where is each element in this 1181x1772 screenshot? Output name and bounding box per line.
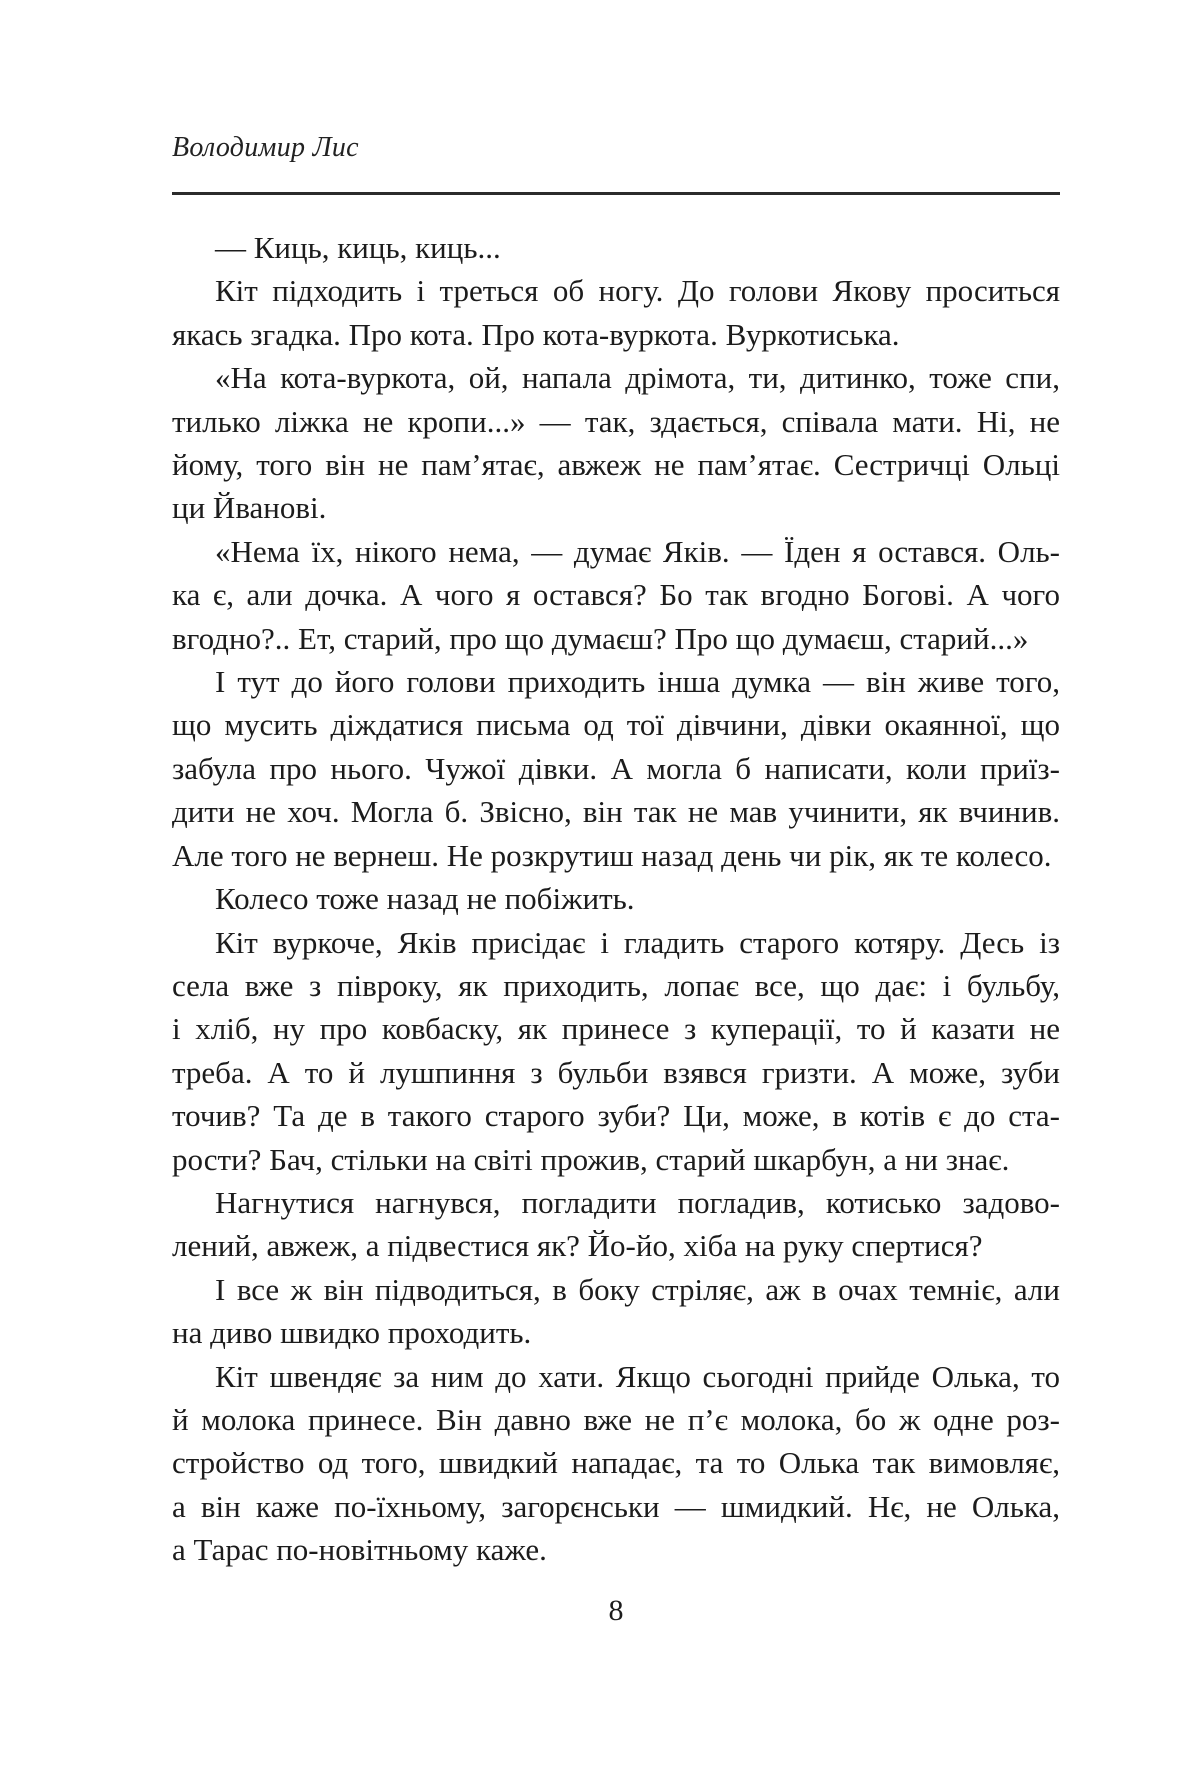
text-line: села вже з півроку, як приходить, лопає все, що дає: і бульбу,	[172, 967, 1060, 1003]
text-line: Колесо тоже назад не побіжить.	[215, 881, 635, 917]
text-line: Нагнутися нагнувся, погладити погладив, котисько задово-	[215, 1184, 1060, 1220]
text-line: треба. А то й лушпиння з бульби взявся гризти. А може, зуби	[172, 1054, 1060, 1090]
text-line: «На кота-вуркота, ой, напала дрімота, ти, дитинко, тоже спи,	[215, 360, 1060, 396]
text-line: а він каже по-їхньому, загорєнськи — шмидкий. Нє, не Олька,	[172, 1488, 1060, 1524]
paragraph	[172, 356, 1060, 530]
text-line: вгодно?.. Ет, старий, про що думаєш? Про що думаєш, старий...»	[172, 620, 1029, 656]
text-line: І все ж він підводиться, в боку стріляє, аж в очах темніє, али	[215, 1271, 1060, 1307]
text-line: на диво швидко проходить.	[172, 1315, 532, 1351]
text-line: рости? Бач, стільки на світі прожив, старий шкарбун, а ни знає.	[172, 1141, 1010, 1177]
text-line: й молока принесе. Він давно вже не п’є молока, бо ж одне роз-	[172, 1401, 1060, 1437]
text-line: тилько ліжка не кропи...» — так, здається, співала мати. Ні, не	[172, 403, 1060, 439]
text-line: ка є, али дочка. А чого я остався? Бо так вгодно Богові. А чого	[172, 577, 1060, 613]
page-number: 8	[608, 1594, 624, 1627]
text-line: а Тарас по-новітньому каже.	[172, 1532, 547, 1568]
paragraph	[172, 530, 1060, 660]
paragraph	[172, 1181, 1060, 1268]
text-line: що мусить діждатися письма од тої дівчини, дівки окаянної, що	[172, 707, 1060, 743]
paragraph	[172, 921, 1060, 1181]
text-line: І тут до його голови приходить інша думка — він живе того,	[215, 664, 1060, 700]
header-rule	[172, 192, 1060, 195]
text-line: якась згадка. Про кота. Про кота-вуркота. Вуркотиська.	[172, 316, 900, 352]
text-line: Кіт підходить і треться об ногу. До голови Якову проситься	[215, 273, 1060, 309]
text-line: «Нема їх, нікого нема, — думає Яків. — Їден я остався. Оль-	[215, 533, 1060, 569]
running-header-author: Володимир Лис	[172, 132, 359, 163]
text-line: стройство од того, швидкий нападає, та то Олька так вимовляє,	[172, 1445, 1060, 1481]
text-line: Але того не вернеш. Не розкрутиш назад день чи рік, як те колесо.	[172, 837, 1052, 873]
text-line: Кіт вуркоче, Яків присідає і гладить старого котяру. Десь із	[215, 924, 1060, 960]
text-line: ци Йванові.	[172, 490, 327, 526]
text-line: точив? Та де в такого старого зуби? Ци, може, в котів є до ста-	[172, 1098, 1060, 1134]
body-text	[172, 226, 1060, 1572]
paragraph	[172, 269, 1060, 356]
text-line: йому, того він не пам’ятає, авжеж не пам’ятає. Сестричці Ольці	[172, 447, 1060, 483]
text-line: лений, авжеж, а підвестися як? Йо-йо, хіба на руку спертися?	[172, 1228, 983, 1264]
text-line: забула про нього. Чужої дівки. А могла б написати, коли приїз-	[172, 750, 1060, 786]
paragraph	[172, 1268, 1060, 1355]
text-line: Кіт швендяє за ним до хати. Якщо сьогодні прийде Олька, то	[215, 1358, 1060, 1394]
paragraph	[172, 226, 1060, 269]
text-line: дити не хоч. Могла б. Звісно, він так не мав учинити, як вчинив.	[172, 794, 1060, 830]
text-line: — Киць, киць, киць...	[215, 230, 501, 265]
paragraph	[172, 877, 1060, 920]
paragraph	[172, 660, 1060, 877]
text-line: і хліб, ну про ковбаску, як принесе з куперації, то й казати не	[172, 1011, 1060, 1047]
paragraph	[172, 1355, 1060, 1572]
